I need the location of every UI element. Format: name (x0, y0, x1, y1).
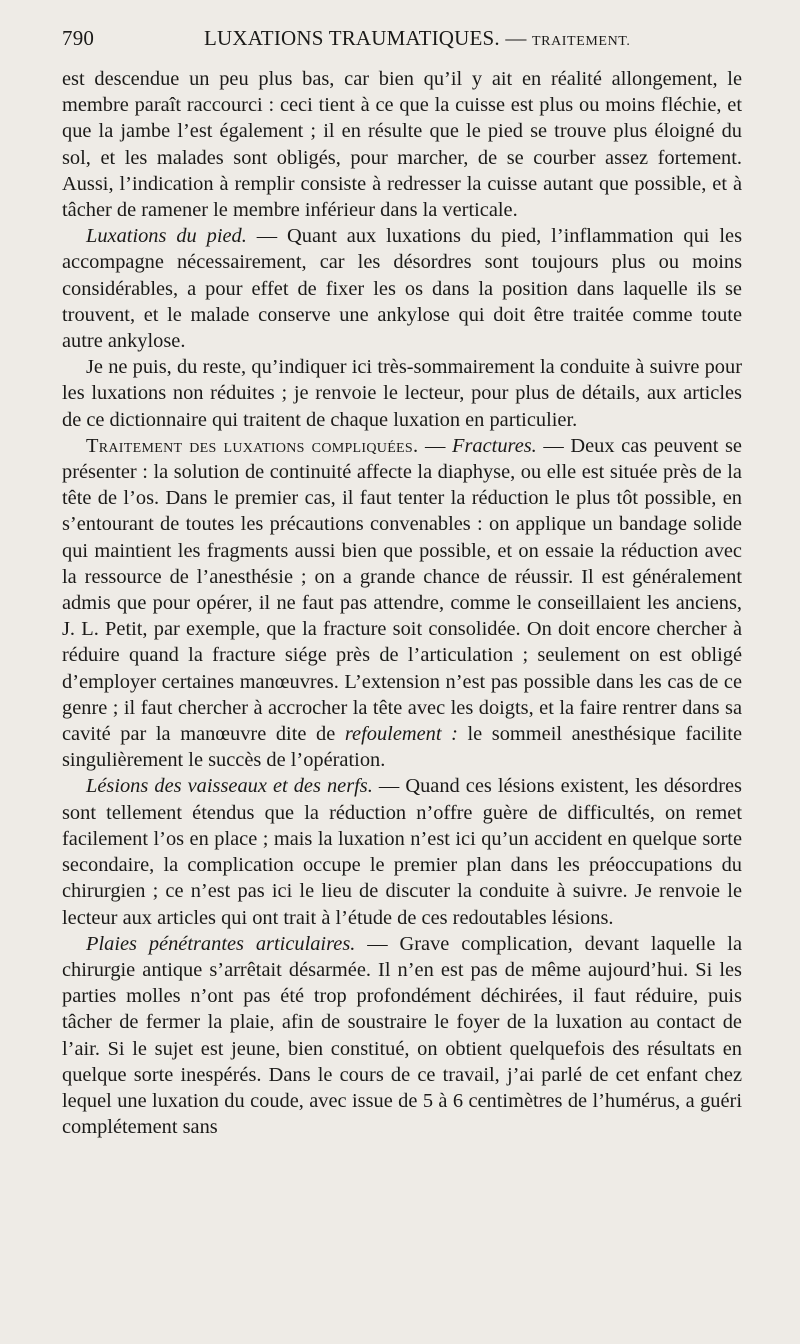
paragraph-text: — Deux cas peuvent se présenter : la solution de continuité affecte la diaphyse, ou elle est située près de la tête de l’os. Dans le premier cas, il faut tenter la réduction le plus tôt possible, en s’entourant de toutes les précautions convenables : on applique un bandage solide qui maintient les fragments aussi bien que possible, et on essaie la réduction avec la ressource de l’anesthésie ; on a grande chance de réussir. Il est généralement admis que pour opérer, il ne faut pas attendre, comme le conseillaient les anciens, J. L. Petit, par exemple, que la fracture soit consolidée. On doit encore chercher à réduire quand la fracture siége près de l’articulation ; seulement on est obligé d’employer certaines manœuvres. L’extension n’est pas possible dans les cas de ce genre ; il faut chercher à accrocher la tête avec les doigts, et la faire rentrer dans sa cavité par la manœuvre dite de (62, 434, 742, 746)
paragraph-text: — Quant aux luxations du pied, l’inflammation qui les accompagne nécessairement, car les désordres sont toujours plus ou moins considérables, a pour effet de fixer les os dans la position dans laquelle ils se trouvent, et le malade conserve une ankylose qui doit être traitée comme toute autre ankylose. (62, 225, 742, 353)
paragraph-text: est descendue un peu plus bas, car bien qu’il y ait en réalité allongement, le membre paraît raccourci : ceci tient à ce que la cuisse est plus ou moins fléchie, et que la jambe l’est également ; il en résulte que le pied se trouve plus éloigné du sol, et les malades sont obligés, pour marcher, de se courber assez fortement. Aussi, l’indication à remplir consiste à redresser la cuisse autant que possible, et à tâcher de ramener le membre inférieur dans la verticale. (62, 68, 742, 222)
running-title (204, 26, 631, 51)
heading-dash: — (418, 434, 453, 457)
page-number: 790 (62, 26, 95, 50)
paragraph-text: — Quand ces lésions existent, les désordres sont tellement étendus que la réduction n’offre guère de difficultés, on remet facilement l’os en place ; mais la luxation n’est ici qu’un accident en quelque sorte secondaire, la complication occupe le premier plan dans les préoccupations du chirurgien ; ce n’est pas ici le lieu de discuter la conduite à suivre. Je renvoie le lecteur aux articles qui ont trait à l’étude de ces redoutables lésions. (62, 775, 742, 929)
paragraph-text-end: le sommeil anesthésique facilite singulièrement le succès de l’opération. (62, 723, 743, 772)
paragraph-continuation (62, 66, 742, 223)
body-text (62, 66, 742, 1140)
paragraph-plaies-penetrantes (62, 931, 742, 1141)
running-title-main: LUXATIONS TRAUMATIQUES. (204, 26, 500, 50)
section-heading: Lésions des vaisseaux et des nerfs. (86, 775, 373, 798)
paragraph-lesions-vaisseaux-nerfs (62, 773, 742, 930)
section-heading: Luxations du pied. (86, 225, 247, 248)
chapter-heading: Traitement des luxations compliquées. (86, 434, 419, 457)
section-heading: Plaies pénétrantes articulaires. (86, 932, 356, 955)
section-heading: Fractures. (452, 434, 537, 457)
paragraph-luxations-non-reduites (62, 354, 742, 433)
italic-term: refoulement : (344, 723, 458, 746)
running-header (62, 26, 742, 60)
paragraph-luxations-du-pied (62, 223, 742, 354)
running-title-dash: — (505, 26, 527, 50)
running-title-section: TRAITEMENT. (532, 34, 631, 49)
paragraph-text: Je ne puis, du reste, qu’indiquer ici très-sommairement la conduite à suivre pour les luxations non réduites ; je renvoie le lecteur, pour plus de détails, aux articles de ce dictionnaire qui traitent de chaque luxation en particulier. (62, 356, 742, 431)
paragraph-text: — Grave complication, devant laquelle la chirurgie antique s’arrêtait désarmée. Il n’en est pas de même aujourd’hui. Si les parties molles n’ont pas été trop profondément déchirées, il faut réduire, puis tâcher de fermer la plaie, afin de soustraire le foyer de la luxation au contact de l’air. Si le sujet est jeune, bien constitué, on obtient quelquefois des résultats en quelque sorte inespérés. Dans le cours de ce travail, j’ai parlé de cet enfant chez lequel une luxation du coude, avec issue de 5 à 6 centimètres de l’humérus, a guéri complétement sans (62, 932, 742, 1139)
paragraph-fractures (62, 433, 742, 774)
